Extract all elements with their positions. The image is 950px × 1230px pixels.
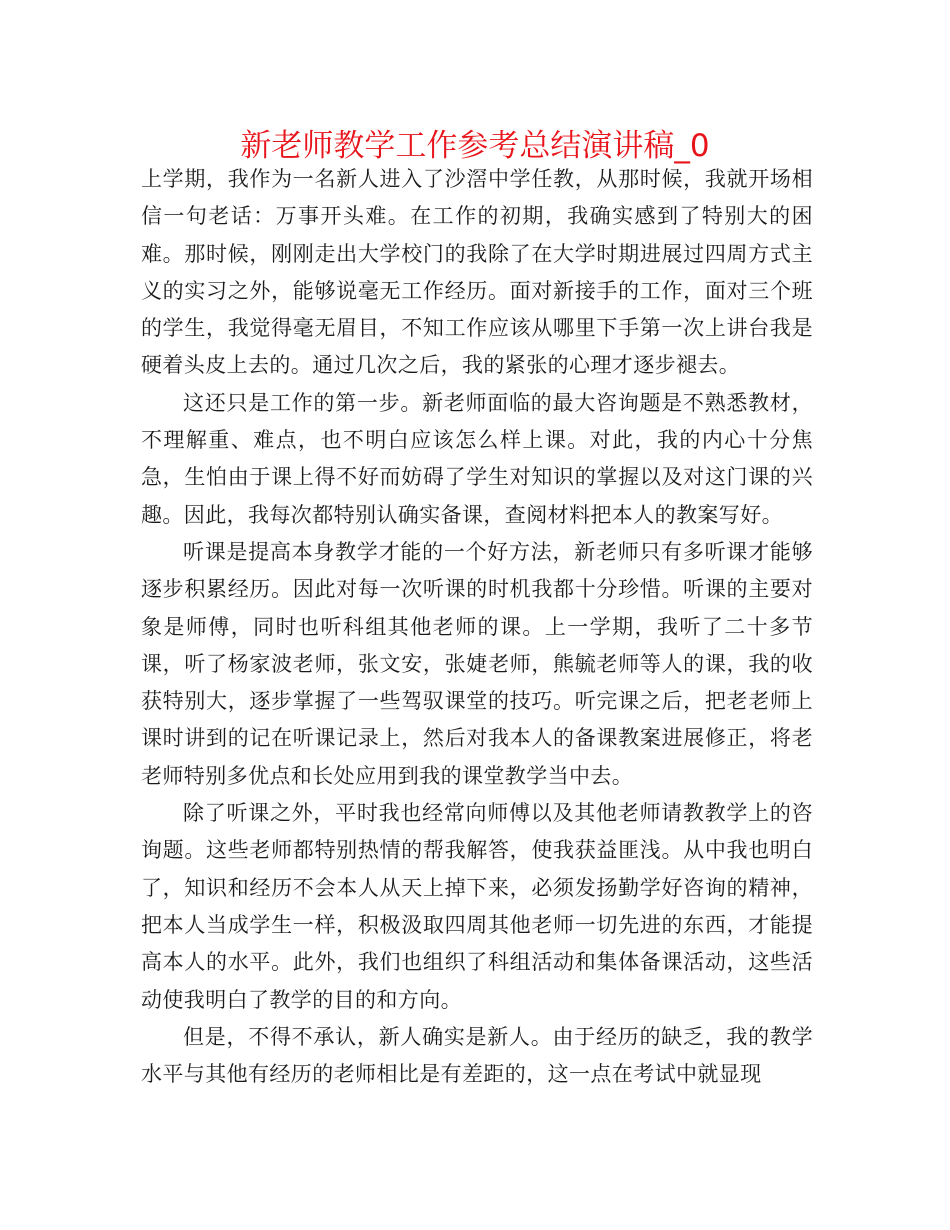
paragraph-4: 除了听课之外，平时我也经常向师傅以及其他老师请教教学上的咨询题。这些老师都特别热情的帮我解答，使我获益匪浅。从中我也明白了，知识和经历不会本人从天上掉下来，必须发扬勤学好咨询的精神，把本人当成学生一样，积极汲取四周其他老师一切先进的东西，才能提高本人的水平。此外，我们也组织了科组活动和集体备课活动，这些活动使我明白了教学的目的和方向。 xyxy=(141,801,813,1012)
paragraph-1: 上学期，我作为一名新人进入了沙滘中学任教，从那时候，我就开场相信一句老话：万事开头难。在工作的初期，我确实感到了特别大的困难。那时候，刚刚走出大学校门的我除了在大学时期进展过四周方式主义的实习之外，能够说毫无工作经历。面对新接手的工作，面对三个班的学生，我觉得毫无眉目，不知工作应该从哪里下手第一次上讲台我是硬着头皮上去的。通过几次之后，我的紧张的心理才逐步褪去。 xyxy=(141,167,813,378)
paragraph-2: 这还只是工作的第一步。新老师面临的最大咨询题是不熟悉教材，不理解重、难点，也不明白应该怎么样上课。对此，我的内心十分焦急，生怕由于课上得不好而妨碍了学生对知识的掌握以及对这门课的兴趣。因此，我每次都特别认确实备课，查阅材料把本人的教案写好。 xyxy=(141,390,813,527)
paragraph-5: 但是，不得不承认，新人确实是新人。由于经历的缺乏，我的教学水平与其他有经历的老师相比是有差距的，这一点在考试中就显现 xyxy=(141,1024,813,1087)
document-body xyxy=(141,161,813,1093)
paragraph-3: 听课是提高本身教学才能的一个好方法，新老师只有多听课才能够逐步积累经历。因此对每一次听课的时机我都十分珍惜。听课的主要对象是师傅，同时也听科组其他老师的课。上一学期，我听了二十多节课，听了杨家波老师，张文安，张婕老师，熊毓老师等人的课，我的收获特别大，逐步掌握了一些驾驭课堂的技巧。听完课之后，把老老师上课时讲到的记在听课记录上，然后对我本人的备课教案进展修正，将老老师特别多优点和长处应用到我的课堂教学当中去。 xyxy=(141,539,813,788)
document-title: 新老师教学工作参考总结演讲稿_0 xyxy=(240,128,710,164)
